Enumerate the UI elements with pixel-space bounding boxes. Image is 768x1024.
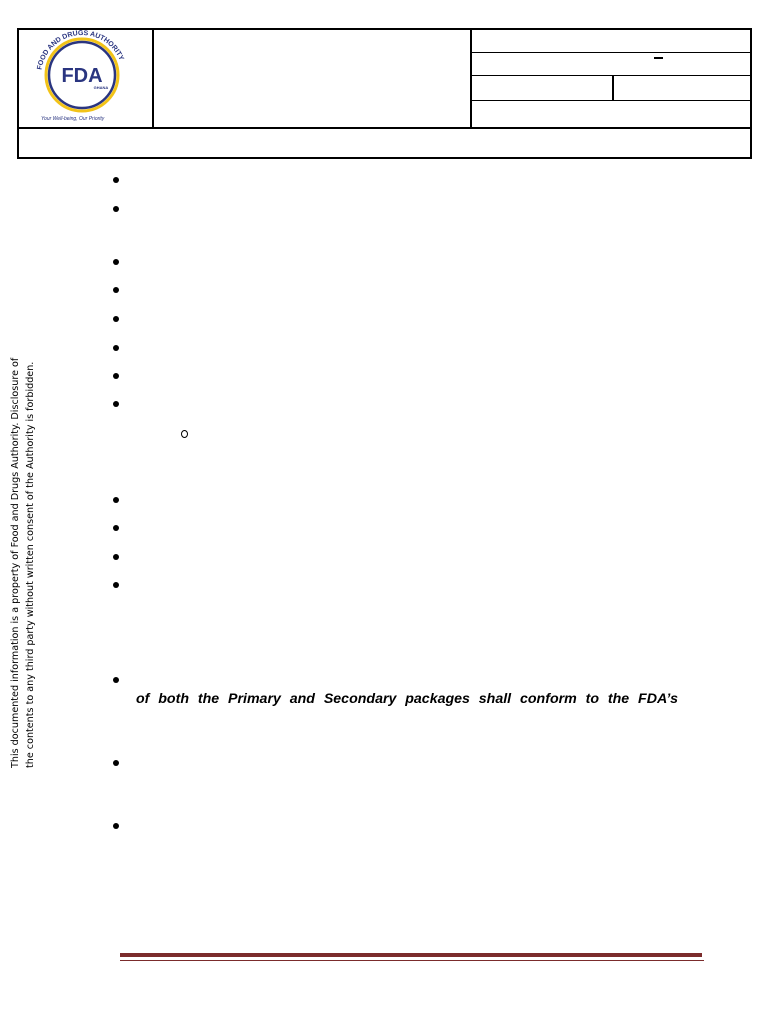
header-divider bbox=[152, 30, 154, 127]
fda-logo-emblem bbox=[19, 30, 152, 126]
bullet-point bbox=[113, 823, 119, 829]
bullet-point bbox=[113, 287, 119, 293]
bullet-point bbox=[113, 401, 119, 407]
header-divider bbox=[472, 75, 750, 76]
logo-arc-text: FOOD AND DRUGS AUTHORITY bbox=[36, 30, 125, 71]
bullet-point bbox=[113, 497, 119, 503]
header-divider bbox=[612, 75, 614, 100]
footer-rule bbox=[120, 953, 702, 957]
bullet-point bbox=[113, 677, 119, 683]
header-divider bbox=[472, 100, 750, 101]
sub-bullet-point bbox=[181, 430, 188, 438]
bullet-point bbox=[113, 582, 119, 588]
bullet-point bbox=[113, 259, 119, 265]
bullet-point bbox=[113, 316, 119, 322]
bullet-point bbox=[113, 345, 119, 351]
bullet-point bbox=[113, 206, 119, 212]
header-divider bbox=[470, 30, 472, 127]
revision-dash bbox=[654, 57, 663, 59]
header-divider bbox=[472, 52, 750, 53]
bullet-point bbox=[113, 373, 119, 379]
header-divider bbox=[19, 127, 750, 129]
bullet-point bbox=[113, 177, 119, 183]
body-text-line: of both the Primary and Secondary packages shall conform to the FDA’s bbox=[136, 691, 678, 707]
bullet-point bbox=[113, 760, 119, 766]
bullet-point bbox=[113, 525, 119, 531]
logo-acronym: FDA bbox=[61, 65, 103, 87]
document-header bbox=[17, 28, 752, 159]
confidentiality-note: This documented information is a property of Food and Drugs Authority. Disclosure of the contents to any third party without written consent of the Authority is forbidden. bbox=[10, 357, 36, 768]
fda-logo bbox=[19, 30, 152, 126]
logo-country: GHANA bbox=[93, 85, 109, 90]
footer-rule-thin bbox=[120, 960, 704, 961]
logo-tagline: Your Well-being, Our Priority bbox=[41, 116, 105, 122]
bullet-point bbox=[113, 554, 119, 560]
